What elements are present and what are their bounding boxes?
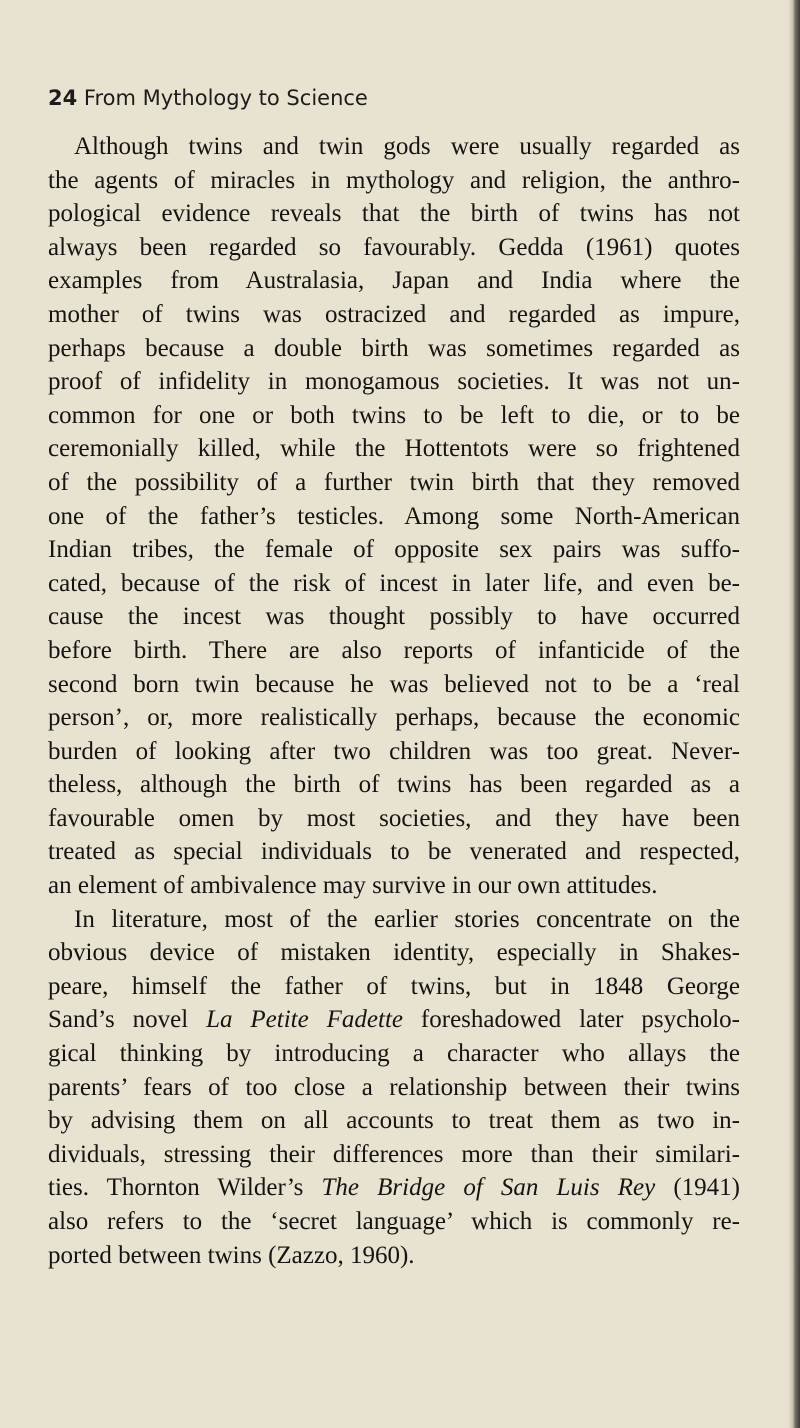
book-title: La Petite Fadette — [206, 1006, 403, 1034]
text-line: treated as special individuals to be venerated and respected, — [48, 838, 740, 866]
text-line: mother of twins was ostracized and regarded as impure, — [48, 300, 740, 328]
text-line: also refers to the ‘secret language’ which is commonly re- — [48, 1208, 740, 1235]
text-line: parents’ fears of too close a relationship between their twins — [48, 1073, 740, 1101]
text-line: pological evidence reveals that the birth of twins has not — [48, 200, 740, 228]
text-line: peare, himself the father of twins, but in 1848 George — [48, 972, 740, 1000]
text-line: examples from Australasia, Japan and India where the — [48, 267, 740, 295]
text-line: Indian tribes, the female of opposite sex pairs was suffo- — [48, 536, 740, 564]
text-line: burden of looking after two children was too great. Never- — [48, 737, 740, 765]
text-run: foreshadowed later psycholo- — [403, 1006, 741, 1034]
text-line: dividuals, stressing their differences more than their similari- — [48, 1140, 740, 1168]
text-line: second born twin because he was believed not to be a ‘real — [48, 670, 740, 698]
text-line: always been regarded so favourably. Gedda (1961) quotes — [48, 233, 740, 261]
text-line: by advising them on all accounts to treat them as two in- — [48, 1107, 740, 1135]
text-line: one of the father’s testicles. Among some North-American — [48, 502, 740, 530]
text-line: ceremonially killed, while the Hottentots were so frightened — [48, 435, 740, 463]
text-run: ties. Thornton Wilder’s — [48, 1174, 322, 1202]
text-line: obvious device of mistaken identity, especially in Shakes- — [48, 939, 740, 967]
text-line: gical thinking by introducing a character who allays the — [48, 1040, 740, 1068]
text-line: In literature, most of the earlier stories concentrate on the — [74, 905, 740, 933]
running-title: From Mythology to Science — [83, 86, 368, 110]
text-run: (1941) — [655, 1174, 741, 1202]
body-text — [48, 130, 740, 1272]
book-title: The Bridge of San Luis Rey — [321, 1174, 656, 1202]
text-line — [48, 1003, 740, 1037]
text-line: an element of ambivalence may survive in our own attitudes. — [48, 872, 658, 900]
text-line: cated, because of the risk of incest in later life, and even be- — [48, 569, 740, 597]
text-line: common for one or both twins to be left to die, or to be — [48, 401, 740, 429]
text-line: cause the incest was thought possibly to have occurred — [48, 603, 740, 631]
text-line: person’, or, more realistically perhaps, because the economic — [48, 704, 740, 732]
text-line: Although twins and twin gods were usually regarded as — [74, 133, 740, 160]
page-edge-shadow — [792, 0, 800, 1428]
text-run: Sand’s novel — [48, 1006, 207, 1034]
paragraph — [48, 903, 740, 1273]
page-number: 24 — [48, 86, 78, 110]
text-line: ported between twins (Zazzo, 1960). — [48, 1241, 415, 1269]
text-line: before birth. There are also reports of infanticide of the — [48, 636, 740, 664]
text-line: favourable omen by most societies, and they have been — [48, 804, 740, 832]
text-line: the agents of miracles in mythology and religion, the anthro- — [48, 166, 740, 194]
text-line: of the possibility of a further twin birth that they removed — [48, 468, 740, 496]
paragraph — [48, 130, 740, 903]
text-line: perhaps because a double birth was sometimes regarded as — [48, 334, 740, 362]
running-head — [48, 86, 368, 110]
text-line: proof of infidelity in monogamous societies. It was not un- — [48, 368, 740, 396]
text-line — [48, 1171, 740, 1205]
text-line: theless, although the birth of twins has been regarded as a — [48, 771, 740, 799]
